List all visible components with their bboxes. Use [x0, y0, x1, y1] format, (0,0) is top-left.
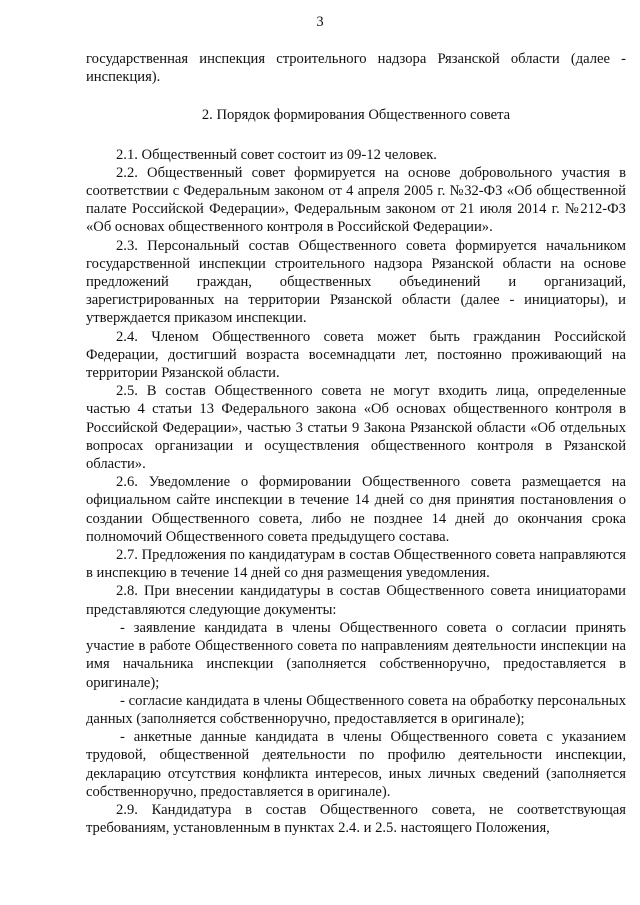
paragraph-2-9: 2.9. Кандидатура в состав Общественного совета, не соответствующая требованиям, установленным в пунктах 2.4. и 2.5. настоящего Положения, [86, 801, 626, 837]
list-item: - заявление кандидата в члены Общественного совета о согласии принять участие в работе Общественного совета по направлениям деятельности инспекции на имя начальника инспекции (заполняется собственноручно, предоставляется в оригинале); [86, 619, 626, 691]
paragraph-2-7: 2.7. Предложения по кандидатурам в состав Общественного совета направляются в инспекцию в течение 14 дней со дня размещения уведомления. [86, 547, 626, 582]
paragraph-2-6: 2.6. Уведомление о формировании Общественного совета размещается на официальном сайте инспекции в течение 14 дней со дня принятия постановления о создании Общественного совета, либо не позднее 14 дней до окончания срока полномочий Общественного совета предыдущего состава. [86, 474, 626, 545]
paragraph-2-2: 2.2. Общественный совет формируется на основе добровольного участия в соответствии с Федеральным законом от 4 апреля 2005 г. №32-ФЗ «Об общественной палате Российской Федерации», Федеральным законом от 21 июля 2014 г. №212-ФЗ «Об основах общественного контроля в Российской Федерации». [86, 164, 626, 236]
document-body [86, 50, 626, 837]
list-item: - анкетные данные кандидата в члены Общественного совета с указанием трудовой, общественной деятельности по профилю деятельности инспекции, декларацию отсутствия конфликта интересов, иных личных сведений (заполняется собственноручно, предоставляется в оригинале). [86, 729, 626, 800]
paragraph-2-8: 2.8. При внесении кандидатуры в состав Общественного совета инициаторами представляются следующие документы: [86, 583, 626, 618]
section-title: 2. Порядок формирования Общественного совета [201, 107, 511, 124]
list-item: - согласие кандидата в члены Общественного совета на обработку персональных данных (заполняется собственноручно, предоставляется в оригинале); [86, 692, 626, 727]
paragraph-2-3: 2.3. Персональный состав Общественного совета формируется начальником государственной инспекции строительного надзора Рязанской области на основе предложений граждан, общественных объединений и организаций, зарегистрированных на территории Рязанской области (далее - инициаторы), и утверждается приказом инспекции. [86, 237, 626, 327]
intro-continuation: государственная инспекция строительного надзора Рязанской области (далее - инспекция). [86, 51, 626, 86]
paragraph-2-4: 2.4. Членом Общественного совета может быть гражданин Российской Федерации, достигший возраста восемнадцати лет, постоянно проживающий на территории Рязанской области. [86, 328, 626, 382]
paragraph-2-1: 2.1. Общественный совет состоит из 09-12 человек. [116, 146, 437, 163]
paragraph-2-5: 2.5. В состав Общественного совета не могут входить лица, определенные частью 4 статьи 13 Федерального закона «Об основах общественного контроля в Российской Федерации», частью 3 статьи 9 Закона Рязанской области «Об отдельных вопросах организации и осуществления общественного контроля в Рязанской области». [86, 383, 626, 473]
page-number: 3 [316, 14, 324, 30]
